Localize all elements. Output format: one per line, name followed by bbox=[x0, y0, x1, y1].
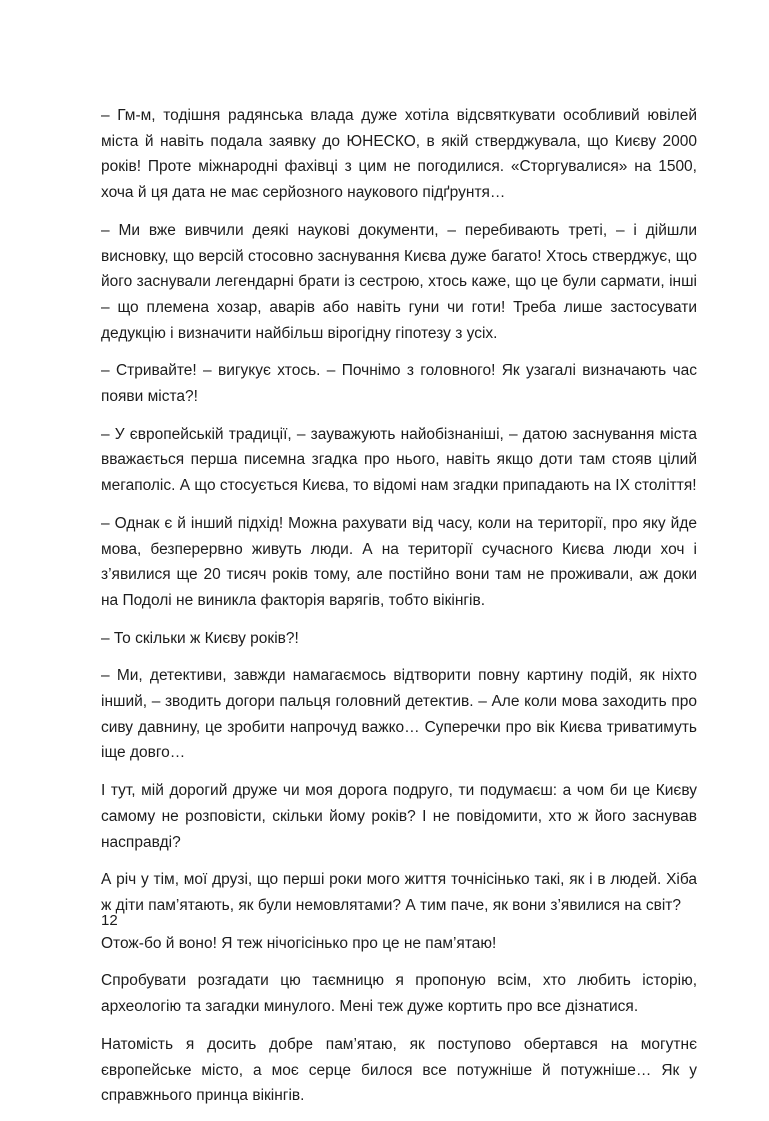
paragraph-10: Отож-бо й воно! Я теж нічогісінько про це не пам’ятаю! bbox=[101, 934, 497, 952]
body-text bbox=[101, 103, 697, 1121]
paragraph-7: – Ми, детективи, завжди намагаємось відтворити повну картину подій, як ніхто інший, – зводить догори пальця головний детектив. – Але коли мова заходить про сиву давнину, це зробити напрочуд важко… Суперечки про вік Києва триватимуть іще довго… bbox=[101, 667, 697, 762]
paragraph-5: – Однак є й інший підхід! Можна рахувати від часу, коли на території, про яку йде мова, безперервно живуть люди. А на території сучасного Києва люди хоч і з’явилися ще 20 тисяч років тому, але постійно вони там не проживали, аж доки на Подолі не виникла факторія варягів, тобто вікінгів. bbox=[101, 514, 697, 609]
paragraph-4: – У європейській традиції, – зауважують найобізнаніші, – датою заснування міста вважається перша писемна згадка про нього, навіть якщо доти там стояв цілий мегаполіс. А що стосується Києва, то відомі нам згадки припадають на IX століття! bbox=[101, 425, 697, 495]
paragraph-1: – Гм-м, тодішня радянська влада дуже хотіла відсвяткувати особливий ювілей міста й навіть подала заявку до ЮНЕСКО, в якій стверджувала, що Києву 2000 років! Проте міжнародні фахівці з цим не погодилися. «Сторгувалися» на 1500, хоча й ця дата не має серйозного наукового підґрунтя… bbox=[101, 107, 697, 202]
paragraph-8: І тут, мій дорогий друже чи моя дорога подруго, ти подумаєш: а чом би це Києву самому не розповісти, скільки йому років? І не повідомити, хто ж його заснував насправді? bbox=[101, 782, 697, 851]
paragraph-3: – Стривайте! – вигукує хтось. – Почнімо з головного! Як узагалі визначають час появи міста?! bbox=[101, 362, 697, 406]
paragraph-6: – То скільки ж Києву років?! bbox=[101, 629, 299, 647]
paragraph-12: Натомість я досить добре пам’ятаю, як поступово обертався на могутнє європейське місто, а моє серце билося все потужніше й потужніше… Як у справжнього принца вікінгів. bbox=[101, 1035, 697, 1105]
paragraph-2: – Ми вже вивчили деякі наукові документи, – перебивають треті, – і дійшли висновку, що версій стосовно заснування Києва дуже багато! Хтось стверджує, що його заснували легендарні брати із сестрою, хтось каже, що це були сармати, інші – що племена хозар, аварів або навіть гуни чи готи! Треба лише застосувати дедукцію і визначити найбільш вірогідну гіпотезу з усіх. bbox=[101, 221, 697, 342]
page-number: 12 bbox=[101, 912, 118, 929]
paragraph-9: А річ у тім, мої друзі, що перші роки мого життя точнісінько такі, як і в людей. Хіба ж діти пам’ятають, як були немовлятами? А тим паче, як вони з’явилися на світ? bbox=[101, 871, 697, 914]
paragraph-11: Спробувати розгадати цю таємницю я пропоную всім, хто любить історію, археологію та загадки минулого. Мені теж дуже кортить про все дізнатися. bbox=[101, 972, 697, 1016]
